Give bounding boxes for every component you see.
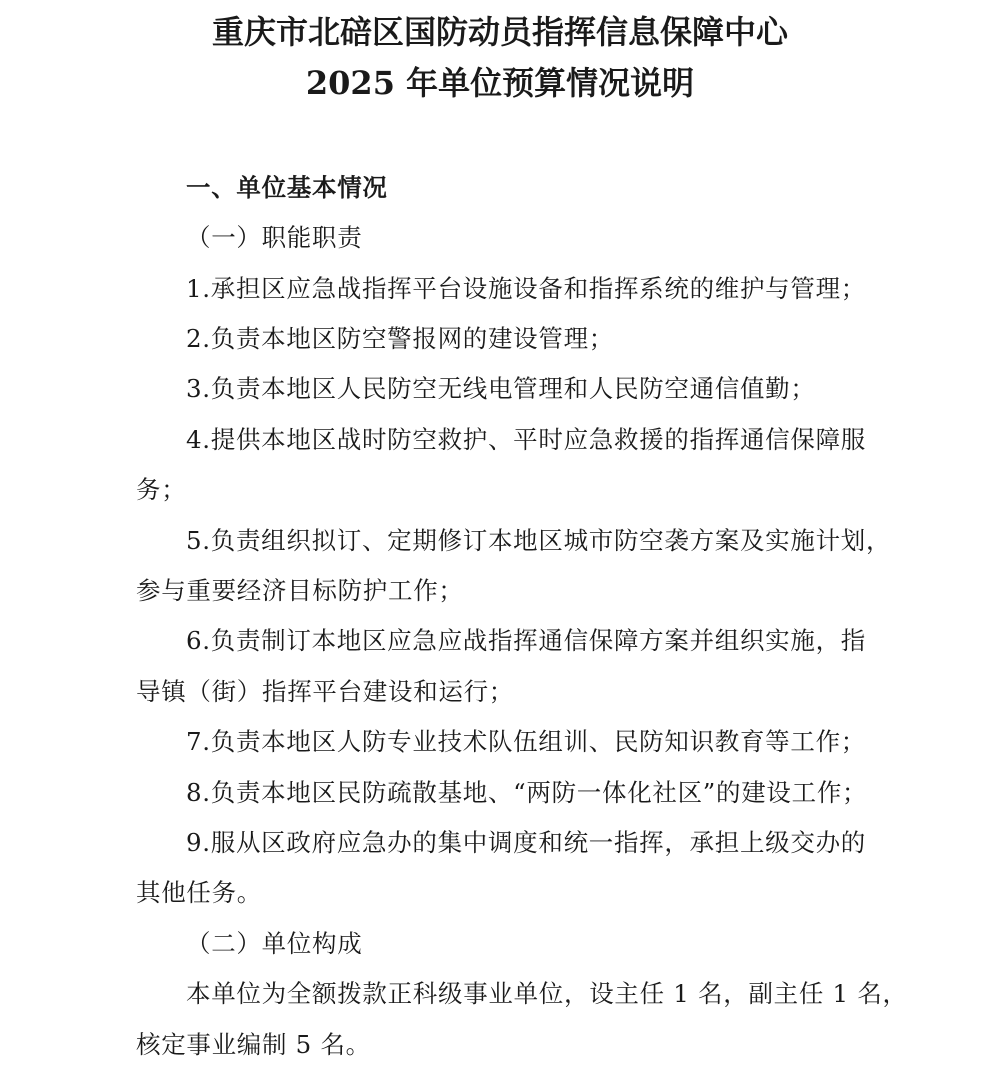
subsection-heading-composition: （二）单位构成 — [186, 929, 363, 958]
duty-item-9-continued: 其他任务。 — [136, 878, 262, 907]
composition-text: 本单位为全额拨款正科级事业单位，设主任 1 名，副主任 1 名， — [186, 979, 908, 1008]
duty-item-7: 7.负责本地区人防专业技术队伍组训、民防知识教育等工作； — [186, 727, 866, 756]
duty-item-2: 2.负责本地区防空警报网的建设管理； — [186, 324, 614, 353]
duty-item-8: 8.负责本地区民防疏散基地、“两防一体化社区”的建设工作； — [186, 778, 868, 807]
duty-item-9: 9.服从区政府应急办的集中调度和统一指挥，承担上级交办的 — [186, 828, 866, 857]
subsection-heading-functions: （一）职能职责 — [186, 223, 363, 252]
duty-item-5-continued: 参与重要经济目标防护工作； — [136, 576, 464, 605]
duty-item-4-continued: 务； — [136, 475, 187, 504]
duty-item-6-continued: 导镇（街）指挥平台建设和运行； — [136, 677, 514, 706]
composition-text-continued: 核定事业编制 5 名。 — [136, 1030, 371, 1059]
duty-item-1: 1.承担区应急战指挥平台设施设备和指挥系统的维护与管理； — [186, 274, 866, 303]
document-title-line1: 重庆市北碚区国防动员指挥信息保障中心 — [211, 13, 788, 51]
duty-item-3: 3.负责本地区人民防空无线电管理和人民防空通信值勤； — [186, 374, 816, 403]
duty-item-4: 4.提供本地区战时防空救护、平时应急救援的指挥通信保障服 — [186, 425, 866, 454]
section-heading-basic-info: 一、单位基本情况 — [186, 173, 388, 202]
duty-item-6: 6.负责制订本地区应急应战指挥通信保障方案并组织实施，指 — [186, 626, 866, 655]
duty-item-5: 5.负责组织拟订、定期修订本地区城市防空袭方案及实施计划， — [186, 526, 892, 555]
document-title-line2: 2025 年单位预算情况说明 — [305, 64, 695, 102]
